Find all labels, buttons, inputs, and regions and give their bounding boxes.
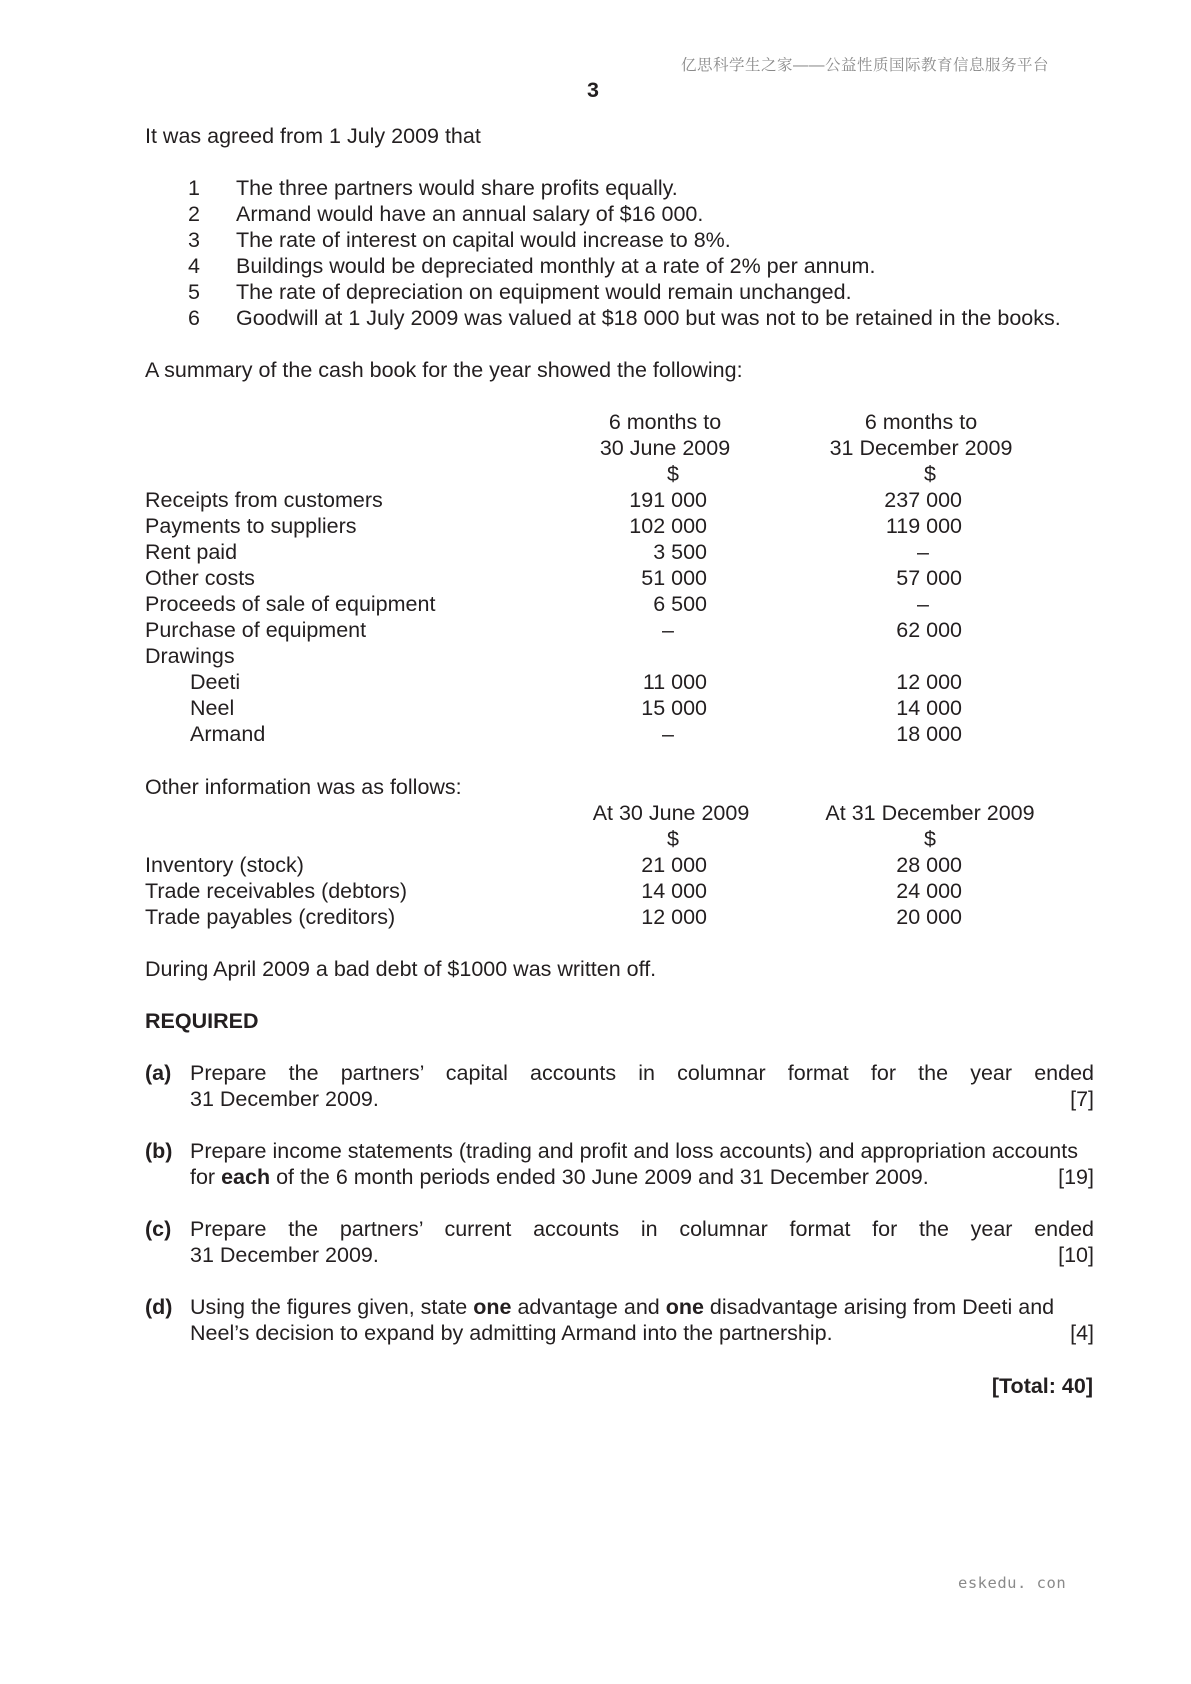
term-text: Goodwill at 1 July 2009 was valued at $18 000 but was not to be retained in the books. [236, 306, 1061, 330]
question-text-fragment: Using the figures given, state [190, 1295, 474, 1319]
value-h1: 6 500 [653, 592, 707, 616]
question-text-fragment: for [190, 1165, 222, 1189]
row-label: Proceeds of sale of equipment [145, 592, 436, 616]
value-h1: 15 000 [641, 696, 707, 720]
term-text: The rate of depreciation on equipment would remain unchanged. [236, 280, 852, 304]
table-row [145, 721, 1045, 747]
question-line [190, 1164, 1094, 1190]
question-label: (d) [145, 1295, 173, 1319]
col2-header-line: 6 months to [864, 410, 978, 434]
col1-header-line: 30 June 2009 [599, 436, 731, 460]
marks-label: [10] [1058, 1243, 1094, 1267]
value-h1: 51 000 [641, 566, 707, 590]
col2-currency: $ [924, 827, 936, 851]
page-number: 3 [587, 78, 599, 102]
question-emphasis: one [473, 1295, 512, 1319]
row-label: Drawings [145, 644, 235, 668]
value-h1: 191 000 [629, 488, 707, 512]
value-h2: 20 000 [896, 905, 962, 929]
marks-label: [19] [1058, 1165, 1094, 1189]
question-text-line: Prepare income statements (trading and profit and loss accounts) and appropriation accounts [190, 1139, 1078, 1163]
row-label: Neel [190, 696, 235, 720]
col1-header-line: At 30 June 2009 [592, 801, 750, 825]
question-emphasis: one [665, 1295, 704, 1319]
col2-currency: $ [924, 462, 936, 486]
term-number: 6 [188, 306, 200, 330]
table-header-row [145, 800, 1045, 826]
term-text: Armand would have an annual salary of $16 000. [236, 202, 704, 226]
table-row [145, 643, 1045, 669]
value-h1: 102 000 [629, 514, 707, 538]
other-info-table [145, 800, 1045, 930]
table-row [145, 878, 1045, 904]
row-label: Trade payables (creditors) [145, 905, 396, 929]
value-h1: – [662, 722, 674, 746]
col1-currency: $ [667, 462, 679, 486]
question-text-fragment: of the 6 month periods ended 30 June 2009 and 31 December 2009. [270, 1165, 929, 1189]
term-item [188, 305, 1061, 331]
question-text-line: 31 December 2009. [190, 1243, 379, 1267]
table-header-row [145, 409, 1045, 435]
value-h1: 11 000 [642, 670, 707, 694]
value-h1: 14 000 [641, 879, 707, 903]
row-label: Payments to suppliers [145, 514, 357, 538]
value-h2: 12 000 [896, 670, 962, 694]
required-heading: REQUIRED [145, 1009, 259, 1033]
term-number: 3 [188, 228, 200, 252]
table-row [145, 565, 1045, 591]
value-h1: 12 000 [641, 905, 707, 929]
question-text-line: Prepare the partners’ capital accounts in columnar format for the year ended [190, 1061, 1094, 1085]
question-text-fragment: advantage and [511, 1295, 666, 1319]
term-text: Buildings would be depreciated monthly at a rate of 2% per annum. [236, 254, 876, 278]
value-h2: 24 000 [896, 879, 962, 903]
value-h1: – [662, 618, 674, 642]
row-label: Other costs [145, 566, 255, 590]
term-number: 2 [188, 202, 200, 226]
term-item [188, 253, 1061, 279]
value-h2: 28 000 [896, 853, 962, 877]
value-h2: – [917, 592, 929, 616]
question-text-line: Neel’s decision to expand by admitting Armand into the partnership. [190, 1321, 833, 1345]
question-text-line: Prepare the partners’ current accounts in columnar format for the year ended [190, 1217, 1094, 1241]
question-line [190, 1242, 1094, 1268]
term-number: 1 [188, 176, 200, 200]
cash-summary-intro: A summary of the cash book for the year showed the following: [145, 358, 743, 382]
value-h1: 21 000 [641, 853, 707, 877]
question-label: (c) [145, 1217, 172, 1241]
table-row [145, 591, 1045, 617]
row-label: Inventory (stock) [145, 853, 304, 877]
col1-currency: $ [667, 827, 679, 851]
value-h2: 62 000 [896, 618, 962, 642]
terms-list [188, 175, 1061, 331]
cash-summary-table [145, 409, 1045, 747]
table-header-row [145, 435, 1045, 461]
question-text-fragment: disadvantage arising from Deeti and [703, 1295, 1055, 1319]
table-row [145, 904, 1045, 930]
value-h2: 237 000 [884, 488, 962, 512]
table-header-row [145, 826, 1045, 852]
intro-text: It was agreed from 1 July 2009 that [145, 124, 481, 148]
row-label: Armand [190, 722, 266, 746]
term-number: 5 [188, 280, 200, 304]
table-row [145, 617, 1045, 643]
marks-label: [7] [1070, 1087, 1094, 1111]
term-text: The three partners would share profits equally. [236, 176, 678, 200]
question-line [190, 1320, 1094, 1346]
marks-label: [4] [1070, 1321, 1094, 1345]
term-number: 4 [188, 254, 200, 278]
question-text-line: 31 December 2009. [190, 1087, 379, 1111]
col2-header-line: 31 December 2009 [829, 436, 1013, 460]
value-h2: 57 000 [896, 566, 962, 590]
question-emphasis: each [221, 1165, 271, 1189]
row-label: Receipts from customers [145, 488, 383, 512]
question-line [190, 1294, 1094, 1320]
bad-debt-note: During April 2009 a bad debt of $1000 was written off. [145, 957, 657, 981]
term-text: The rate of interest on capital would increase to 8%. [236, 228, 731, 252]
value-h2: – [917, 540, 929, 564]
question-label: (a) [145, 1061, 172, 1085]
value-h2: 18 000 [896, 722, 962, 746]
term-item [188, 175, 1061, 201]
table-row [145, 487, 1045, 513]
col1-header-line: 6 months to [608, 410, 722, 434]
question-line [190, 1086, 1094, 1112]
table-row [145, 695, 1045, 721]
value-h1: 3 500 [653, 540, 707, 564]
table-row [145, 513, 1045, 539]
term-item [188, 279, 1061, 305]
table-row [145, 852, 1045, 878]
table-header-row [145, 461, 1045, 487]
value-h2: 14 000 [896, 696, 962, 720]
table-row [145, 669, 1045, 695]
watermark-header: 亿思科学生之家——公益性质国际教育信息服务平台 [680, 57, 1049, 74]
table-row [145, 539, 1045, 565]
value-h2: 119 000 [885, 514, 962, 538]
col2-header-line: At 31 December 2009 [825, 801, 1035, 825]
row-label: Purchase of equipment [145, 618, 367, 642]
term-item [188, 227, 1061, 253]
footer-watermark: eskedu. con [958, 1574, 1067, 1592]
row-label: Deeti [190, 670, 241, 694]
term-item [188, 201, 1061, 227]
question-label: (b) [145, 1139, 173, 1163]
total-marks: [Total: 40] [991, 1374, 1093, 1398]
other-info-intro: Other information was as follows: [145, 775, 462, 799]
row-label: Rent paid [145, 540, 238, 564]
row-label: Trade receivables (debtors) [145, 879, 408, 903]
